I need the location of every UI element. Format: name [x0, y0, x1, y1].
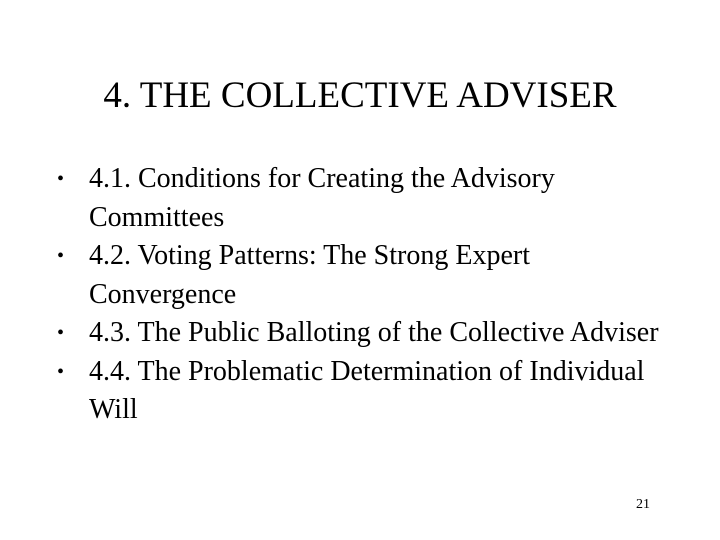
- bullet-item-4-2: [53, 237, 673, 314]
- bullet-marker: •: [57, 360, 65, 383]
- bullet-marker: •: [57, 245, 65, 267]
- bullet-text: 4.1. Conditions for Creating the Advisory Committees: [89, 163, 555, 233]
- page-number: 21: [636, 497, 650, 512]
- bullet-item-4-3: [53, 314, 673, 353]
- bullet-marker: •: [57, 322, 65, 344]
- bullet-item-4-1: [53, 160, 673, 237]
- bullet-text: 4.2. Voting Patterns: The Strong Expert Convergence: [89, 240, 530, 310]
- bullet-text: 4.3. The Public Balloting of the Collective Adviser: [89, 317, 659, 348]
- bullet-marker: •: [57, 168, 65, 190]
- slide-title: 4. THE COLLECTIVE ADVISER: [103, 75, 617, 116]
- bullet-list: [53, 160, 673, 430]
- bullet-item-4-4: [53, 353, 673, 430]
- bullet-text: 4.4. The Problematic Determination of Individual Will: [89, 355, 645, 425]
